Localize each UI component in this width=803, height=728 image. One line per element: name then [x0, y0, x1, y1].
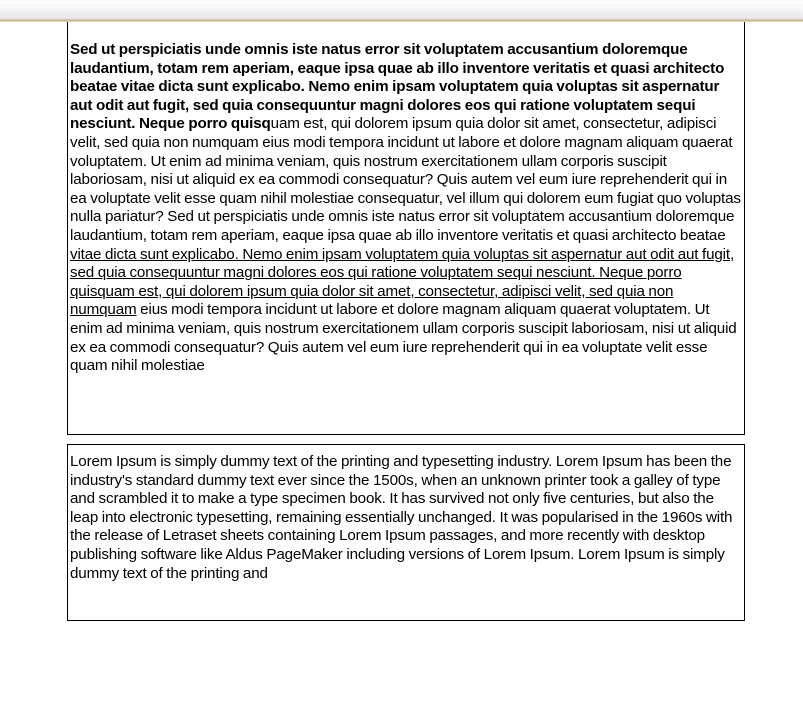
editor-2-text: Lorem Ipsum is simply dummy text of the printing and typesetting industry. Lorem Ipsum has been the industry's standard dummy text ever since the 1500s, when an unknown printer took a galley of type and scrambled it to make a type specimen book. It has survived not only five centuries, but also the leap into electronic typesetting, remaining essentially unchanged. It was popularised in the 1960s with the release of Letraset sheets containing Lorem Ipsum passages, and more recently with desktop publishing software like Aldus PageMaker including versions of Lorem Ipsum. Lorem Ipsum is simply dummy text of the printing and — [70, 453, 733, 582]
bold-text-run: Sed ut perspiciatis unde omnis iste natus error sit voluptatem accusantium doloremque laudantium, totam rem aperiam, eaque ipsa quae ab illo inventore veritatis et quasi architecto beatae vitae dicta sunt explicabo. Nemo enim ipsam voluptatem quia voluptas sit aspernatur aut odit aut fugit, sed quia consequuntur magni dolores eos qui ratione voluptatem sequi nesciunt. Neque porro quisq — [70, 41, 725, 133]
top-toolbar-strip — [0, 0, 803, 19]
underlined-text-run: vitae dicta sunt explicabo. Nemo enim ipsam voluptatem quia voluptas sit aspernatur aut odit aut fugit, sed quia consequuntur magni dolores eos qui ratione voluptatem sequi nesciunt. Neque porro quisquam est, qui dolorem ipsum quia dolor sit amet, consectetur, adipisci velit, sed quia non numquam — [70, 245, 735, 319]
plain-text-run-2: eius modi tempora incidunt ut labore et dolore magnam aliquam quaerat voluptatem. Ut enim ad minima veniam, quis nostrum exercitationem ullam corporis suscipit laboriosam, nisi ut aliquid ex ea commodi consequatur? Quis autem vel eum iure reprehenderit qui in ea voluptate velit esse quam nihil molestiae — [70, 301, 737, 375]
rich-text-editor-1[interactable] — [67, 22, 745, 435]
plain-text-run: uam est, qui dolorem ipsum quia dolor sit amet, consectetur, adipisci velit, sed quia non numquam eius modi tempora incidunt ut labore et dolore magnam aliquam quaerat voluptatem. Ut enim ad minima veniam, quis nostrum exercitationem ullam corporis suscipit laboriosam, nisi ut aliquid ex ea commodi consequatur? Quis autem vel eum iure reprehenderit qui in ea voluptate velit esse quam nihil molestiae consequatur, vel illum qui dolorem eum fugiat quo voluptas nulla pariatur? Sed ut perspiciatis unde omnis iste natus error sit voluptatem accusantium doloremque laudantium, totam rem aperiam, eaque ipsa quae ab illo inventore veritatis et quasi architecto beatae — [70, 115, 741, 244]
rich-text-editor-2[interactable] — [67, 444, 745, 621]
